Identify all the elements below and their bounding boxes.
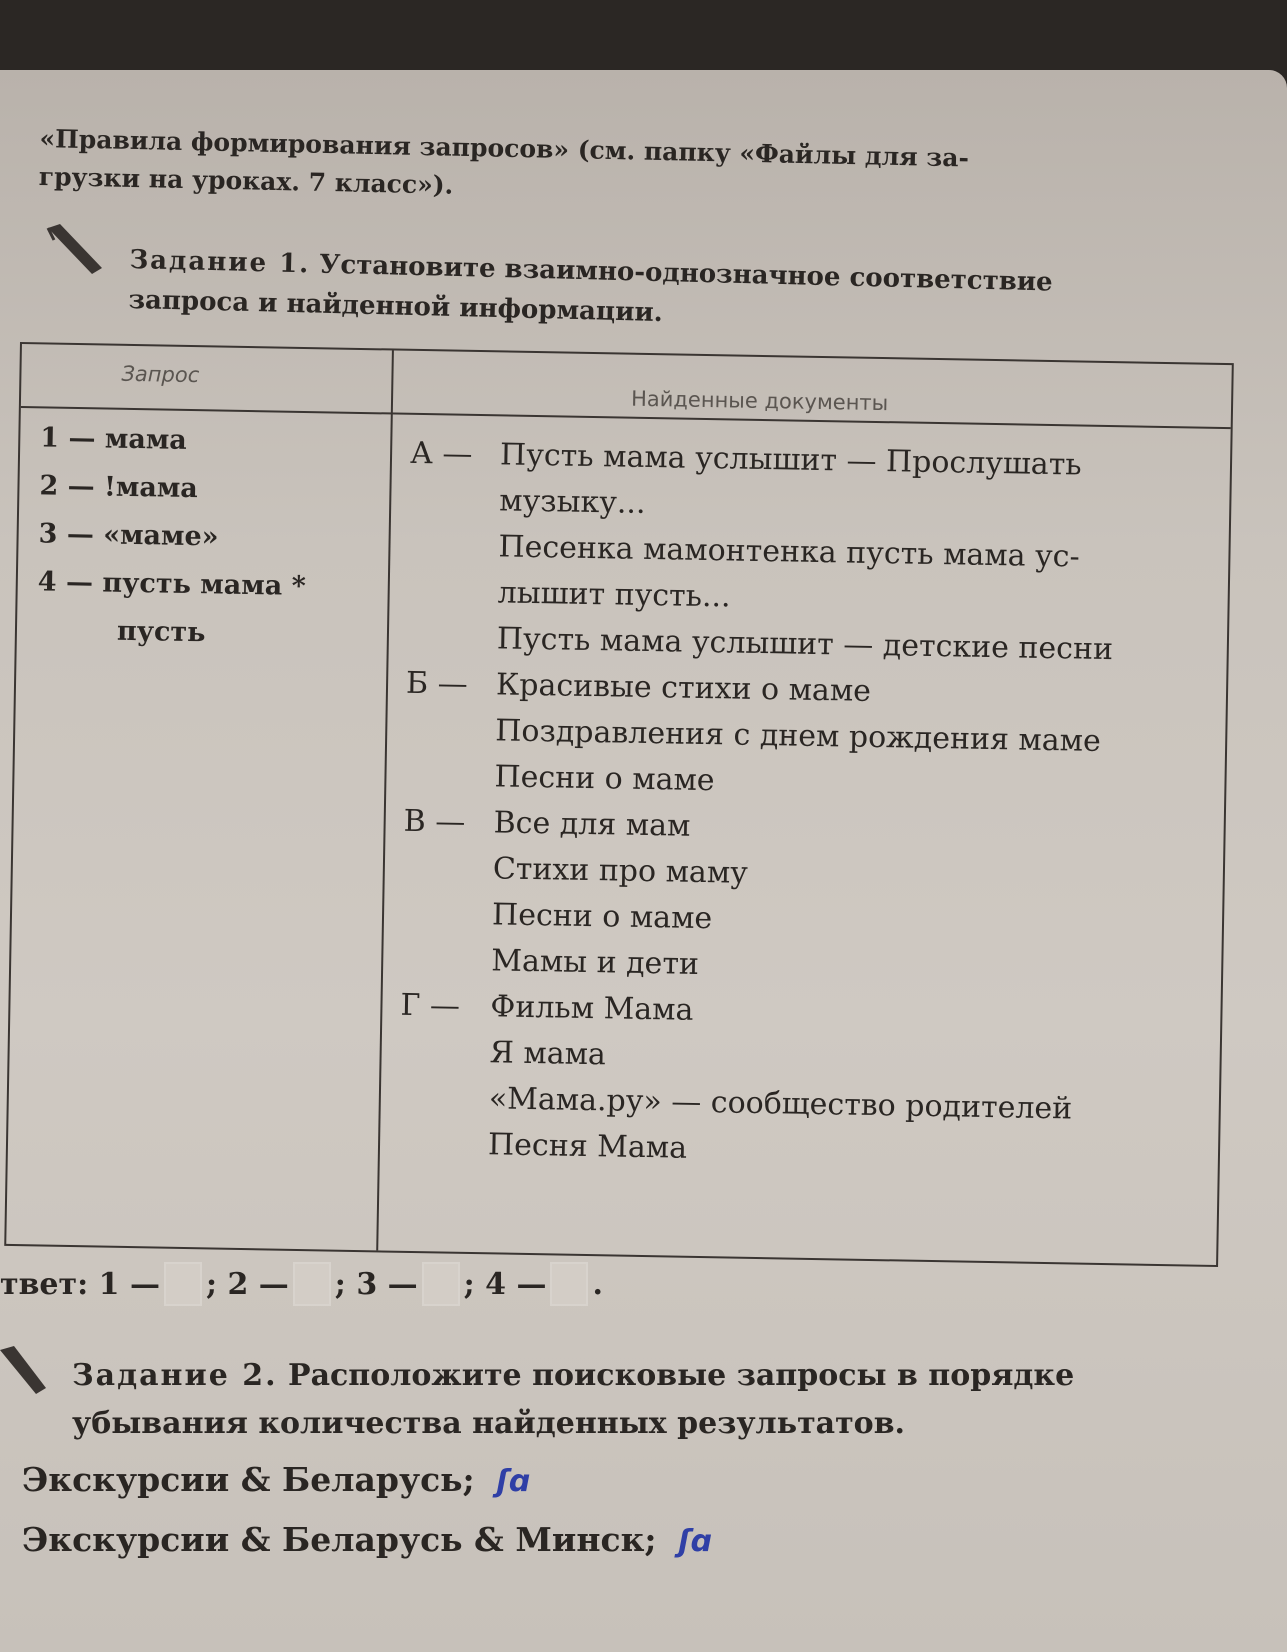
- doc-line: Песня Мама: [487, 1127, 688, 1166]
- doc-line: Стихи про маму: [492, 851, 749, 891]
- task-2-text-line-2: убывания количества найденных результатов.: [72, 1406, 905, 1441]
- search-query-1: [22, 1460, 530, 1499]
- answer-line: [0, 1262, 603, 1306]
- doc-group-letter: В —: [403, 803, 466, 840]
- doc-line: Все для мам: [493, 805, 691, 844]
- query-item: 2 — !мама: [39, 470, 199, 505]
- search-query-2-text: Экскурсии & Беларусь & Минск;: [22, 1520, 657, 1559]
- doc-line: Я мама: [489, 1035, 607, 1073]
- task-1-label: Задание 1.: [129, 244, 311, 280]
- answer-prefix: твет: 1 —: [0, 1266, 160, 1302]
- doc-line: Песенка мамонтенка пусть мама ус-: [498, 529, 1080, 575]
- header-query: Запрос: [121, 361, 200, 388]
- doc-group-v: [401, 799, 1204, 997]
- task-1-text-line-2: запроса и найденной информации.: [128, 284, 664, 329]
- pencil-icon: [40, 220, 110, 280]
- doc-line: Красивые стихи о маме: [495, 667, 872, 709]
- doc-line: «Мама.ру» — сообщество родителей: [488, 1081, 1073, 1127]
- doc-line: Песни о маме: [494, 759, 715, 799]
- query-list: [37, 414, 381, 660]
- header-documents: Найденные документы: [630, 386, 889, 416]
- search-query-1-text: Экскурсии & Беларусь;: [22, 1460, 475, 1499]
- task-2: [72, 1352, 1272, 1448]
- query-item: пусть: [116, 615, 206, 649]
- doc-line: Поздравления с днем рождения маме: [494, 713, 1102, 759]
- query-item: 1 — мама: [40, 422, 188, 456]
- answer-box-1[interactable]: [164, 1262, 202, 1306]
- answer-end: .: [592, 1266, 603, 1302]
- doc-group-letter: А —: [409, 435, 473, 472]
- document-list: [398, 431, 1211, 1181]
- answer-box-2[interactable]: [293, 1262, 331, 1306]
- query-item: 3 — «маме»: [38, 518, 219, 553]
- handwritten-mark-icon: ʃɑ: [678, 1524, 713, 1559]
- task-1-text-line-1: Установите взаимно-однозначное соответствие: [318, 249, 1054, 298]
- query-item: 4 — пусть мама *: [37, 566, 306, 603]
- answer-box-4[interactable]: [550, 1262, 588, 1306]
- answer-sep-3: ; 3 —: [334, 1266, 418, 1302]
- doc-line: Пусть мама услышит — Прослушать: [499, 437, 1082, 483]
- answer-sep-4: ; 4 —: [463, 1266, 547, 1302]
- matching-table: [4, 342, 1234, 1267]
- intro-line-1: «Правила формирования запросов» (см. папку «Файлы для за-: [39, 123, 970, 173]
- doc-group-a: [406, 431, 1210, 675]
- doc-group-letter: Г —: [400, 987, 461, 1024]
- doc-group-g: [398, 983, 1201, 1181]
- doc-line: музыку...: [498, 483, 646, 521]
- doc-line: Песни о маме: [491, 897, 713, 937]
- answer-box-3[interactable]: [422, 1262, 460, 1306]
- doc-line: лышит пусть...: [497, 575, 731, 615]
- intro-line-2: грузки на уроках. 7 класс»).: [38, 161, 454, 200]
- pencil-icon: [0, 1340, 50, 1400]
- doc-line: Мамы и дети: [490, 943, 700, 982]
- task-2-label: Задание 2.: [72, 1358, 278, 1393]
- handwritten-mark-icon: ʃɑ: [496, 1464, 531, 1499]
- doc-group-letter: Б —: [405, 665, 468, 702]
- task-2-text-line-1: Расположите поисковые запросы в порядке: [288, 1358, 1075, 1393]
- answer-sep-2: ; 2 —: [205, 1266, 289, 1302]
- doc-group-b: [404, 661, 1206, 813]
- doc-line: Пусть мама услышит — детские песни: [496, 621, 1114, 668]
- doc-line: Фильм Мама: [490, 989, 694, 1028]
- search-query-2: [22, 1520, 712, 1559]
